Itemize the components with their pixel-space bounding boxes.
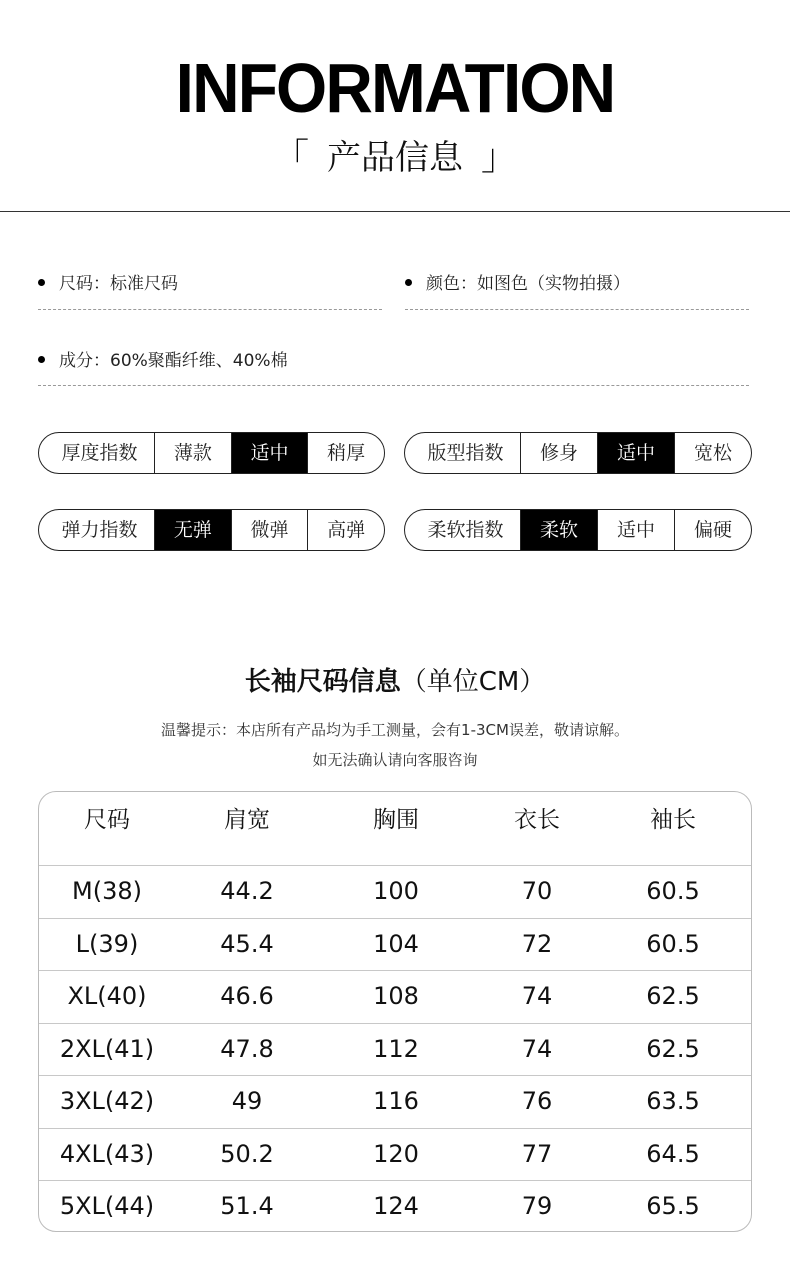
index-thickness xyxy=(38,432,385,474)
table-header-row xyxy=(39,791,752,845)
table-cell: 47.8 xyxy=(220,1034,274,1063)
table-cell: 5XL(44) xyxy=(59,1192,155,1220)
table-cell: 64.5 xyxy=(646,1139,700,1168)
table-cell: 49 xyxy=(231,1087,263,1115)
table-row xyxy=(39,865,752,918)
table-cell: 63.5 xyxy=(646,1087,700,1115)
bracket-left: 「 xyxy=(272,137,309,178)
index-option-selected: 无弹 xyxy=(154,510,231,550)
table-header-cell: 胸围 xyxy=(373,807,419,833)
table-cell: 46.6 xyxy=(220,982,274,1010)
spec-divider xyxy=(38,385,749,386)
spec-color xyxy=(405,272,630,296)
index-option: 修身 xyxy=(520,433,597,473)
spec-material xyxy=(38,349,288,373)
index-label: 厚度指数 xyxy=(61,442,138,464)
index-option: 高弹 xyxy=(307,510,384,550)
size-table xyxy=(38,791,752,1232)
table-cell: L(39) xyxy=(75,929,139,958)
spec-material-label: 成分：60%聚酯纤维、40%棉 xyxy=(59,351,288,371)
table-cell: 76 xyxy=(521,1087,553,1115)
table-header-cell: 尺码 xyxy=(84,807,130,833)
header-divider xyxy=(0,211,790,212)
table-cell: XL(40) xyxy=(67,982,147,1010)
table-cell: 116 xyxy=(373,1087,419,1115)
index-fit xyxy=(404,432,752,474)
table-header-cell: 肩宽 xyxy=(224,807,270,833)
table-cell: 51.4 xyxy=(220,1192,274,1220)
spec-size-label: 尺码：标准尺码 xyxy=(59,274,178,294)
size-title-text: 长袖尺码信息 xyxy=(244,667,401,697)
table-cell: 3XL(42) xyxy=(59,1087,155,1115)
table-cell: 60.5 xyxy=(646,929,700,958)
table-cell: 62.5 xyxy=(646,1034,700,1063)
size-title-unit: （单位CM） xyxy=(400,667,546,697)
spec-color-label: 颜色：如图色（实物拍摄） xyxy=(426,274,630,294)
bullet-icon xyxy=(405,279,412,286)
spec-size xyxy=(38,272,178,296)
index-softness xyxy=(404,509,752,551)
table-cell: 70 xyxy=(521,877,553,905)
table-cell: 77 xyxy=(521,1139,553,1168)
table-cell: 74 xyxy=(521,982,553,1010)
index-label: 弹力指数 xyxy=(61,519,138,541)
size-tip-line2: 如无法确认请向客服咨询 xyxy=(312,751,478,769)
table-cell: 4XL(43) xyxy=(59,1139,155,1168)
table-row xyxy=(39,918,752,971)
bullet-icon xyxy=(38,279,45,286)
table-row xyxy=(39,1075,752,1128)
page-title: INFORMATION xyxy=(175,49,615,127)
index-option-selected: 适中 xyxy=(597,433,674,473)
table-cell: 60.5 xyxy=(646,877,700,905)
table-cell: 100 xyxy=(373,877,419,905)
table-cell: 45.4 xyxy=(220,929,274,958)
index-option: 宽松 xyxy=(674,433,751,473)
table-header-cell: 袖长 xyxy=(650,807,696,833)
table-row xyxy=(39,1023,752,1076)
index-label: 版型指数 xyxy=(427,442,504,464)
index-label: 柔软指数 xyxy=(427,519,504,541)
table-cell: 44.2 xyxy=(220,877,274,905)
table-header-cell: 衣长 xyxy=(514,807,560,833)
table-cell: 62.5 xyxy=(646,982,700,1010)
index-option-selected: 柔软 xyxy=(520,510,597,550)
table-row xyxy=(39,1180,752,1232)
bullet-icon xyxy=(38,356,45,363)
index-option-selected: 适中 xyxy=(231,433,308,473)
table-row xyxy=(39,1128,752,1181)
table-cell: 72 xyxy=(521,929,553,958)
subtitle-text: 产品信息 xyxy=(327,138,463,178)
index-option: 薄款 xyxy=(154,433,231,473)
table-cell: 79 xyxy=(521,1192,553,1220)
size-section-title xyxy=(0,662,790,702)
table-cell: 2XL(41) xyxy=(59,1034,155,1063)
table-cell: 50.2 xyxy=(220,1139,274,1168)
table-cell: 104 xyxy=(373,929,419,958)
bracket-right: 」 xyxy=(481,137,518,178)
spec-divider xyxy=(38,309,382,310)
table-cell: 120 xyxy=(373,1139,419,1168)
index-option: 适中 xyxy=(597,510,674,550)
page-subtitle xyxy=(0,136,790,180)
table-row xyxy=(39,970,752,1023)
index-option: 稍厚 xyxy=(307,433,384,473)
table-cell: M(38) xyxy=(72,877,142,905)
table-cell: 74 xyxy=(521,1034,553,1063)
index-option: 微弹 xyxy=(231,510,308,550)
table-cell: 108 xyxy=(373,982,419,1010)
table-cell: 112 xyxy=(373,1034,419,1063)
spec-divider xyxy=(405,309,749,310)
table-cell: 124 xyxy=(373,1192,419,1220)
table-cell: 65.5 xyxy=(646,1192,700,1220)
index-elasticity xyxy=(38,509,385,551)
index-option: 偏硬 xyxy=(674,510,751,550)
size-tip-line1: 温馨提示：本店所有产品均为手工测量，会有1-3CM误差，敬请谅解。 xyxy=(161,721,629,739)
